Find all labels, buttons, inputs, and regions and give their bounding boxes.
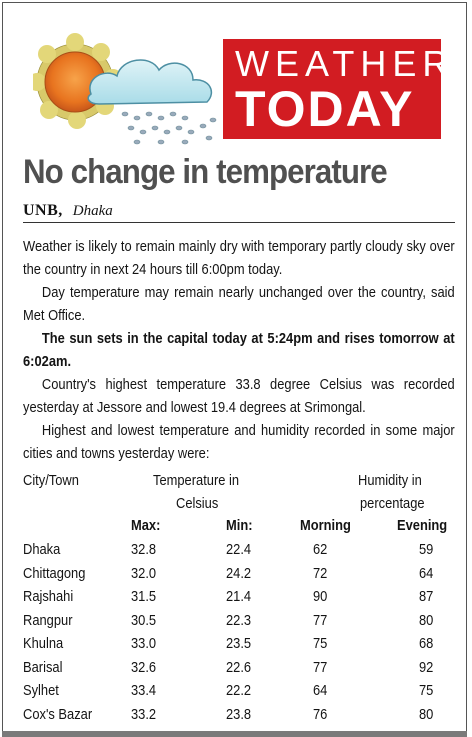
subheader-min: Min: [226, 517, 253, 534]
cell-morning: 72 [313, 564, 328, 582]
cell-max: 30.5 [131, 611, 157, 629]
cell-max: 31.5 [131, 588, 157, 605]
bottom-rule [2, 731, 467, 737]
paragraph-highlight: The sun sets in the capital today at 5:24pm and rises tomorrow at 6:02am. [23, 330, 455, 370]
cell-morning: 62 [313, 541, 328, 558]
cell-morning: 64 [313, 682, 328, 699]
col-header-humidity-unit: percentage [360, 495, 425, 512]
paragraph: Country's highest temperature 33.8 degree Celsius was recorded yesterday at Jessore and lowest 19.4 degrees at Srimongal. [23, 376, 455, 416]
col-header-temperature: Temperature in [153, 472, 240, 489]
headline: No change in temperature [23, 153, 387, 191]
cell-evening: 75 [419, 682, 434, 699]
cell-max: 32.6 [131, 658, 157, 676]
cell-morning: 75 [313, 635, 328, 652]
cell-max: 32.0 [131, 564, 157, 582]
weather-today-badge [223, 39, 455, 139]
badge-today-text: TODAY [235, 81, 415, 137]
cell-city: Chittagong [23, 564, 86, 582]
cell-evening: 68 [419, 635, 434, 652]
cell-min: 23.8 [226, 705, 252, 723]
cell-evening: 92 [419, 658, 434, 676]
cell-city: Rangpur [23, 611, 73, 629]
subheader-evening: Evening [397, 517, 448, 534]
cell-max: 33.0 [131, 635, 157, 652]
cell-morning: 90 [313, 588, 328, 605]
cell-evening: 59 [419, 541, 434, 558]
byline [23, 202, 455, 223]
cell-max: 33.2 [131, 705, 157, 723]
cell-city: Barisal [23, 658, 63, 676]
col-header-city: City/Town [23, 472, 79, 489]
cell-min: 24.2 [226, 564, 252, 582]
cell-evening: 87 [419, 588, 434, 605]
cell-morning: 77 [313, 658, 328, 676]
col-header-humidity: Humidity in [358, 472, 422, 489]
subheader-max: Max: [131, 517, 161, 534]
cell-min: 22.6 [226, 658, 252, 676]
cell-city: Cox's Bazar [23, 705, 93, 723]
cell-min: 22.3 [226, 611, 252, 629]
cell-max: 32.8 [131, 541, 157, 558]
weather-box [2, 2, 467, 732]
cell-evening: 80 [419, 705, 434, 723]
cell-min: 23.5 [226, 635, 252, 652]
cell-evening: 64 [419, 564, 434, 582]
cell-min: 21.4 [226, 588, 252, 605]
cell-city: Rajshahi [23, 588, 74, 605]
cell-morning: 77 [313, 611, 328, 629]
badge-weather-text: WEATHER [235, 43, 455, 84]
cell-min: 22.4 [226, 541, 252, 558]
paragraph: Highest and lowest temperature and humidity recorded in some major cities and towns yesterday were: [23, 422, 455, 462]
subheader-morning: Morning [300, 517, 351, 534]
paragraph: Day temperature may remain nearly unchanged over the country, said Met Office. [23, 284, 455, 324]
paragraph: Weather is likely to remain mainly dry with temporary partly cloudy sky over the country in next 24 hours till 6:00pm today. [23, 238, 455, 278]
cell-morning: 76 [313, 705, 328, 723]
sun-cloud-rain-icon [33, 28, 243, 148]
cell-evening: 80 [419, 611, 434, 629]
weather-header [3, 3, 468, 148]
cell-city: Dhaka [23, 541, 61, 558]
cell-max: 33.4 [131, 682, 157, 699]
article-body [23, 235, 455, 465]
byline-place: Dhaka [72, 203, 113, 219]
col-header-temperature-unit: Celsius [176, 495, 219, 512]
cell-city: Sylhet [23, 682, 59, 699]
cell-min: 22.2 [226, 682, 252, 699]
cell-city: Khulna [23, 635, 64, 652]
byline-agency: UNB, [23, 202, 63, 219]
